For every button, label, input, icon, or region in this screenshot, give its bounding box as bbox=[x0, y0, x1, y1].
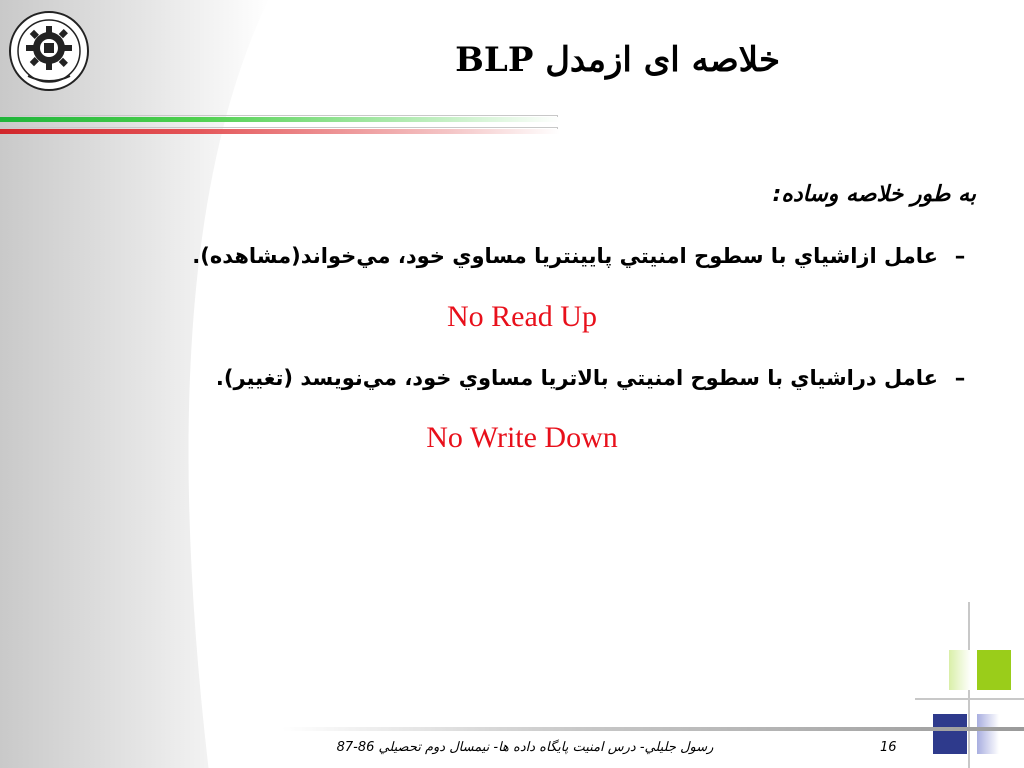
deco-square-green bbox=[977, 650, 1011, 690]
bullet-dash: – bbox=[954, 366, 966, 390]
bullet-text: عامل ازاشياي با سطوح امنيتي پايينتريا مساوي خود، مي‌خواند(مشاهده). bbox=[192, 244, 938, 268]
header-rule-red bbox=[0, 129, 560, 134]
bullet-dash: – bbox=[954, 244, 966, 268]
deco-square-lightgreen bbox=[949, 650, 971, 690]
slide-title: خلاصه ای ازمدل BLP bbox=[455, 40, 780, 80]
deco-horizontal-line bbox=[915, 698, 1024, 700]
deco-square-lightblue bbox=[977, 714, 999, 754]
deco-square-navy bbox=[933, 714, 967, 754]
rule-no-write-down: No Write Down bbox=[426, 421, 618, 454]
footer-text: رسول جليلي- درس امنيت پايگاه داده ها- نيمسال دوم تحصيلي 86-87 bbox=[336, 740, 714, 755]
footer-rule bbox=[282, 727, 1024, 731]
bullet-item bbox=[96, 366, 976, 390]
intro-text: به طور خلاصه وساده: bbox=[772, 182, 976, 207]
header-rule-green bbox=[0, 117, 560, 122]
bullet-item bbox=[96, 244, 976, 268]
page-number: 16 bbox=[880, 740, 897, 755]
university-seal-logo bbox=[8, 10, 90, 92]
rule-no-read-up: No Read Up bbox=[447, 300, 597, 333]
bullet-text: عامل دراشياي با سطوح امنيتي بالاتريا مساوي خود، مي‌نويسد (تغيير). bbox=[215, 366, 938, 390]
